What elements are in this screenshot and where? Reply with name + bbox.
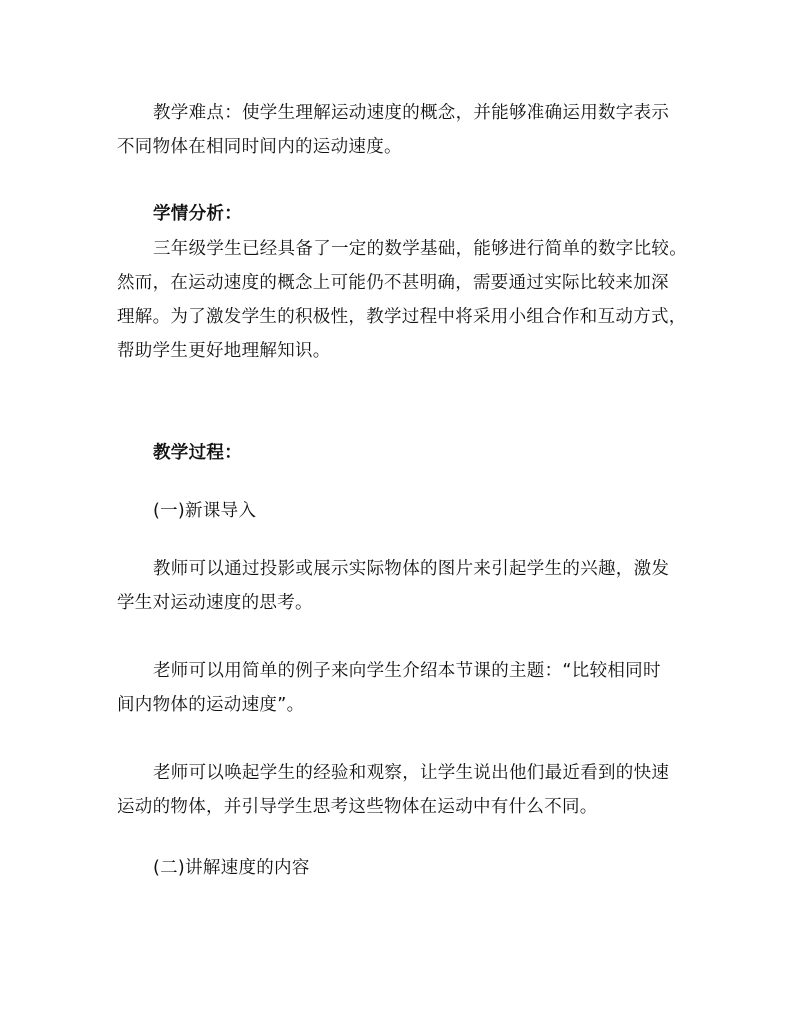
teaching-difficulty-paragraph [117,96,685,164]
paragraph-line: 教学难点：使学生理解运动速度的概念，并能够准确运用数字表示 [153,103,670,123]
paragraph-line: 三年级学生已经具备了一定的数学基础，能够进行简单的数字比较。 [153,239,687,259]
learning-analysis-paragraph [117,232,685,368]
heading-text: 学情分析： [153,204,242,224]
paragraph-line: 然而，在运动速度的概念上可能仍不甚明确，需要通过实际比较来加深 [117,273,669,293]
intro-paragraph-1 [117,552,685,620]
intro-paragraph-2 [117,654,685,722]
paragraph-line: 学生对运动速度的思考。 [117,593,313,613]
paragraph-line: 帮助学生更好地理解知识。 [117,341,331,361]
section-title-text: (二)讲解速度的内容 [153,858,310,878]
paragraph-line: 运动的物体，并引导学生思考这些物体在运动中有什么不同。 [117,797,598,817]
heading-text: 教学过程： [153,443,242,463]
intro-paragraph-3 [117,756,685,824]
paragraph-line: 间内物体的运动速度”。 [117,695,305,715]
paragraph-line: 教师可以通过投影或展示实际物体的图片来引起学生的兴趣，激发 [153,559,670,579]
section-title-text: (一)新课导入 [153,501,257,521]
paragraph-line: 不同物体在相同时间内的运动速度。 [117,137,402,157]
section-title-speed [117,851,685,885]
section-title-intro [117,494,685,528]
paragraph-line: 老师可以用简单的例子来向学生介绍本节课的主题：“比较相同时 [153,661,661,681]
paragraph-line: 老师可以唤起学生的经验和观察，让学生说出他们最近看到的快速 [153,763,670,783]
learning-analysis-heading [117,197,685,231]
paragraph-line: 理解。为了激发学生的积极性，教学过程中将采用小组合作和互动方式， [117,307,687,327]
teaching-process-heading [117,436,685,470]
